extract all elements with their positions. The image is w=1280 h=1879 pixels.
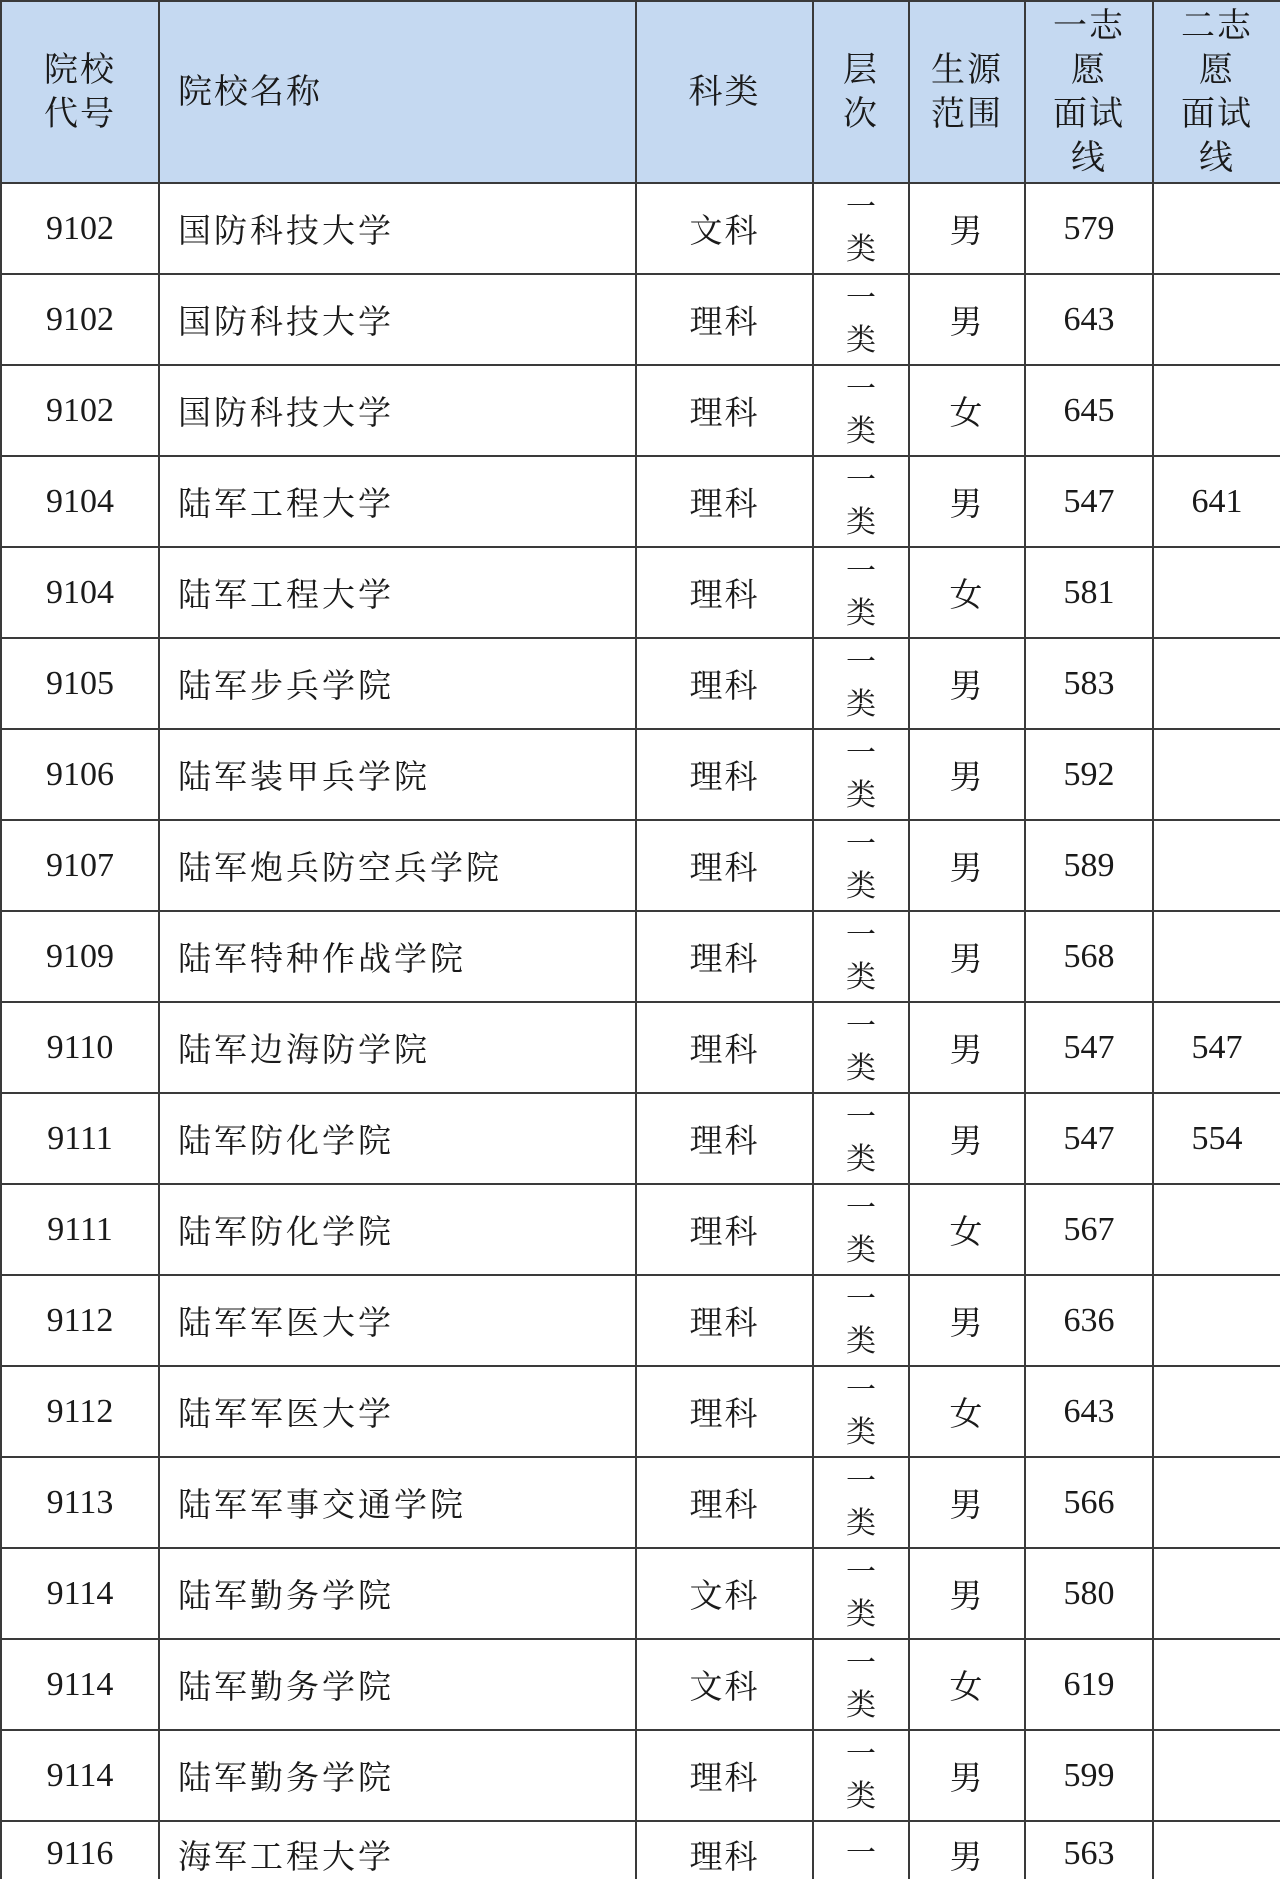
cell-level: 一 类 [813, 638, 909, 729]
cell-source: 男 [909, 274, 1025, 365]
cell-code: 9106 [1, 729, 159, 820]
cell-school-name: 陆军工程大学 [159, 456, 636, 547]
cell-first-choice-line: 579 [1025, 183, 1153, 274]
table-row [1, 456, 1280, 547]
cell-school-name: 陆军勤务学院 [159, 1548, 636, 1639]
cell-level: 一 类 [813, 183, 909, 274]
table-row [1, 820, 1280, 911]
cell-source: 女 [909, 1366, 1025, 1457]
cell-first-choice-line: 619 [1025, 1639, 1153, 1730]
cell-code: 9111 [1, 1184, 159, 1275]
cell-subject: 理科 [636, 547, 813, 638]
table-row [1, 1366, 1280, 1457]
cell-school-name: 陆军防化学院 [159, 1093, 636, 1184]
cell-level: 一 类 [813, 820, 909, 911]
cell-source: 男 [909, 1002, 1025, 1093]
cell-subject: 理科 [636, 638, 813, 729]
cell-first-choice-line: 589 [1025, 820, 1153, 911]
cell-second-choice-line [1153, 547, 1280, 638]
cell-school-name: 陆军步兵学院 [159, 638, 636, 729]
cell-school-name: 海军工程大学 [159, 1821, 636, 1879]
cell-second-choice-line [1153, 729, 1280, 820]
cell-source: 男 [909, 1548, 1025, 1639]
table-row [1, 1639, 1280, 1730]
table-row [1, 1093, 1280, 1184]
cell-second-choice-line [1153, 911, 1280, 1002]
table-row [1, 547, 1280, 638]
cell-second-choice-line [1153, 365, 1280, 456]
cell-level: 一 类 [813, 1002, 909, 1093]
cell-subject: 理科 [636, 1821, 813, 1879]
cell-first-choice-line: 547 [1025, 1002, 1153, 1093]
cell-level: 一 类 [813, 1184, 909, 1275]
cell-second-choice-line [1153, 1548, 1280, 1639]
cell-code: 9110 [1, 1002, 159, 1093]
cell-second-choice-line [1153, 1457, 1280, 1548]
cell-first-choice-line: 547 [1025, 1093, 1153, 1184]
cell-level: 一 类 [813, 1093, 909, 1184]
cell-subject: 理科 [636, 274, 813, 365]
cell-code: 9109 [1, 911, 159, 1002]
table-row [1, 1184, 1280, 1275]
cell-source: 男 [909, 1457, 1025, 1548]
cell-source: 女 [909, 1639, 1025, 1730]
cell-school-name: 陆军勤务学院 [159, 1639, 636, 1730]
cell-code: 9113 [1, 1457, 159, 1548]
cell-subject: 理科 [636, 820, 813, 911]
cell-source: 男 [909, 729, 1025, 820]
cell-source: 女 [909, 547, 1025, 638]
cell-first-choice-line: 580 [1025, 1548, 1153, 1639]
cell-school-name: 国防科技大学 [159, 365, 636, 456]
cell-second-choice-line: 641 [1153, 456, 1280, 547]
cell-first-choice-line: 645 [1025, 365, 1153, 456]
cell-source: 男 [909, 456, 1025, 547]
cell-second-choice-line [1153, 820, 1280, 911]
cell-first-choice-line: 563 [1025, 1821, 1153, 1879]
cell-school-name: 国防科技大学 [159, 183, 636, 274]
cell-subject: 理科 [636, 1093, 813, 1184]
cell-source: 女 [909, 1184, 1025, 1275]
cell-level: 一 类 [813, 1730, 909, 1821]
cell-subject: 理科 [636, 1275, 813, 1366]
cell-school-name: 陆军军事交通学院 [159, 1457, 636, 1548]
cell-source: 男 [909, 1275, 1025, 1366]
header-subject: 科类 [636, 1, 813, 183]
cell-second-choice-line [1153, 638, 1280, 729]
cell-first-choice-line: 566 [1025, 1457, 1153, 1548]
cell-level: 一 类 [813, 1548, 909, 1639]
cell-school-name: 陆军防化学院 [159, 1184, 636, 1275]
cell-code: 9114 [1, 1548, 159, 1639]
cell-source: 男 [909, 911, 1025, 1002]
cell-subject: 文科 [636, 1548, 813, 1639]
table-row [1, 638, 1280, 729]
header-code: 院校 代号 [1, 1, 159, 183]
cell-code: 9116 [1, 1821, 159, 1879]
cell-code: 9102 [1, 365, 159, 456]
cell-code: 9102 [1, 183, 159, 274]
cell-school-name: 陆军特种作战学院 [159, 911, 636, 1002]
cell-code: 9104 [1, 456, 159, 547]
table-row [1, 1548, 1280, 1639]
table-row [1, 1821, 1280, 1879]
cell-school-name: 陆军装甲兵学院 [159, 729, 636, 820]
cell-first-choice-line: 643 [1025, 274, 1153, 365]
cell-first-choice-line: 547 [1025, 456, 1153, 547]
cell-subject: 文科 [636, 1639, 813, 1730]
cell-first-choice-line: 643 [1025, 1366, 1153, 1457]
header-source: 生源 范围 [909, 1, 1025, 183]
cell-first-choice-line: 568 [1025, 911, 1153, 1002]
cell-first-choice-line: 581 [1025, 547, 1153, 638]
cell-level: 一 类 [813, 1275, 909, 1366]
cell-code: 9105 [1, 638, 159, 729]
cell-level: 一 类 [813, 1366, 909, 1457]
cell-level: 一 类 [813, 729, 909, 820]
cell-school-name: 陆军炮兵防空兵学院 [159, 820, 636, 911]
table-row [1, 365, 1280, 456]
table-body [1, 183, 1280, 1879]
cell-subject: 理科 [636, 729, 813, 820]
cell-level: 一 类 [813, 274, 909, 365]
cell-subject: 理科 [636, 1184, 813, 1275]
cell-second-choice-line [1153, 1730, 1280, 1821]
cell-second-choice-line [1153, 1639, 1280, 1730]
cell-code: 9111 [1, 1093, 159, 1184]
table-row [1, 1275, 1280, 1366]
cell-level: 一 类 [813, 1457, 909, 1548]
cell-second-choice-line [1153, 1821, 1280, 1879]
cell-code: 9112 [1, 1366, 159, 1457]
cell-subject: 理科 [636, 911, 813, 1002]
cell-school-name: 陆军勤务学院 [159, 1730, 636, 1821]
cell-code: 9104 [1, 547, 159, 638]
table-row [1, 1002, 1280, 1093]
cell-second-choice-line [1153, 1366, 1280, 1457]
cell-level: 一 类 [813, 456, 909, 547]
cell-source: 男 [909, 638, 1025, 729]
cell-school-name: 国防科技大学 [159, 274, 636, 365]
cell-subject: 理科 [636, 1366, 813, 1457]
header-second-choice-line: 二志 愿 面试 线 [1153, 1, 1280, 183]
cell-first-choice-line: 583 [1025, 638, 1153, 729]
cell-subject: 理科 [636, 365, 813, 456]
cell-code: 9112 [1, 1275, 159, 1366]
cell-subject: 理科 [636, 456, 813, 547]
table-row [1, 1730, 1280, 1821]
cell-school-name: 陆军军医大学 [159, 1275, 636, 1366]
cell-second-choice-line [1153, 1275, 1280, 1366]
header-name: 院校名称 [159, 1, 636, 183]
cell-subject: 文科 [636, 183, 813, 274]
cell-source: 男 [909, 1730, 1025, 1821]
table-row [1, 1457, 1280, 1548]
cell-first-choice-line: 636 [1025, 1275, 1153, 1366]
cell-subject: 理科 [636, 1002, 813, 1093]
cell-subject: 理科 [636, 1457, 813, 1548]
cell-source: 男 [909, 1821, 1025, 1879]
cell-code: 9107 [1, 820, 159, 911]
cell-code: 9102 [1, 274, 159, 365]
cell-level: 一 类 [813, 547, 909, 638]
cell-school-name: 陆军边海防学院 [159, 1002, 636, 1093]
table-row [1, 729, 1280, 820]
cell-second-choice-line [1153, 274, 1280, 365]
cell-first-choice-line: 599 [1025, 1730, 1153, 1821]
cell-code: 9114 [1, 1730, 159, 1821]
table-row [1, 183, 1280, 274]
cell-first-choice-line: 592 [1025, 729, 1153, 820]
cell-code: 9114 [1, 1639, 159, 1730]
cell-school-name: 陆军军医大学 [159, 1366, 636, 1457]
cell-level: 一 [813, 1821, 909, 1879]
cell-level: 一 类 [813, 911, 909, 1002]
header-first-choice-line: 一志 愿 面试 线 [1025, 1, 1153, 183]
cell-source: 女 [909, 365, 1025, 456]
cell-source: 男 [909, 183, 1025, 274]
cell-first-choice-line: 567 [1025, 1184, 1153, 1275]
cell-second-choice-line [1153, 183, 1280, 274]
header-level: 层 次 [813, 1, 909, 183]
cell-subject: 理科 [636, 1730, 813, 1821]
cell-source: 男 [909, 820, 1025, 911]
table-row [1, 274, 1280, 365]
cell-school-name: 陆军工程大学 [159, 547, 636, 638]
table-header-row [1, 1, 1280, 183]
cell-second-choice-line: 547 [1153, 1002, 1280, 1093]
cell-source: 男 [909, 1093, 1025, 1184]
cell-level: 一 类 [813, 1639, 909, 1730]
cell-second-choice-line [1153, 1184, 1280, 1275]
cell-level: 一 类 [813, 365, 909, 456]
cell-second-choice-line: 554 [1153, 1093, 1280, 1184]
table-row [1, 911, 1280, 1002]
